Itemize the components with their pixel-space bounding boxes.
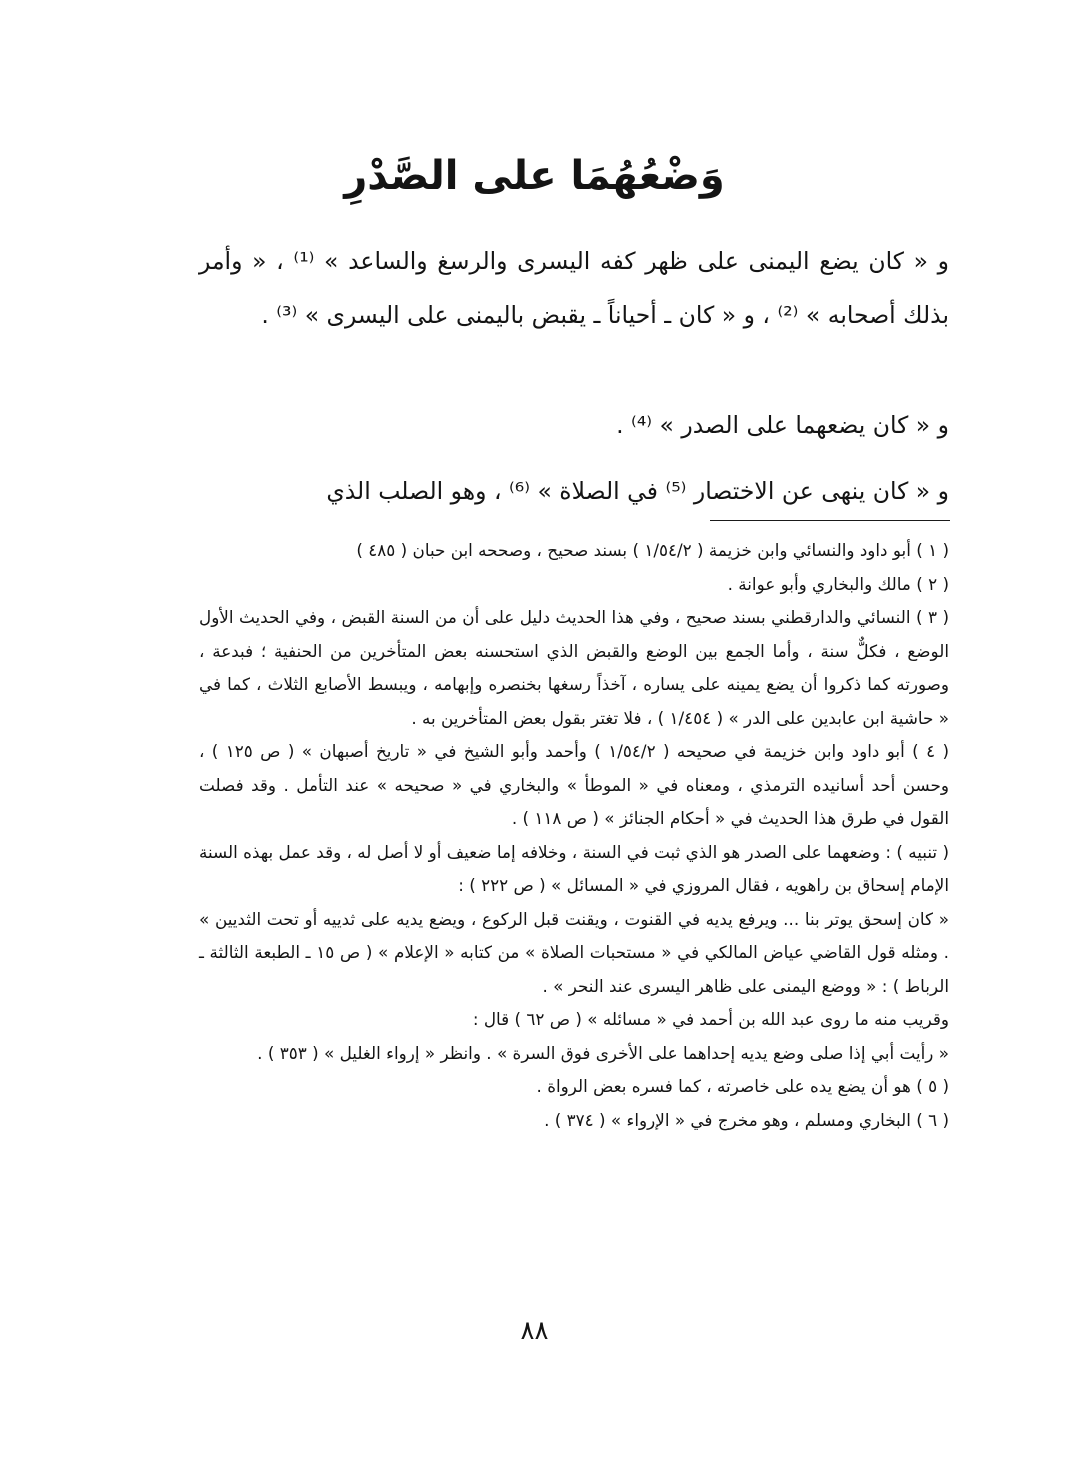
footnote-5: ( ٥ ) هو أن يضع يده على خاصرته ، كما فسره بعض الرواة .	[536, 1076, 949, 1096]
footnotes-section	[199, 534, 949, 1137]
footnote-2: ( ٢ ) مالك والبخاري وأبو عوانة .	[727, 573, 949, 594]
paragraph-2: و « كان يضعهما على الصدر » ⁽⁴⁾ .	[616, 411, 949, 439]
footnote-1: ( ١ ) أبو داود والنسائي وابن خزيمة ( ١/٥٤/٢ ) بسند صحيح ، وصححه ابن حبان ( ٤٨٥ )	[356, 540, 949, 560]
paragraph-1: و « كان يضع اليمنى على ظهر كفه اليسرى والرسغ والساعد » ⁽¹⁾ ، « وأمر بذلك أصحابه » ⁽²⁾ ، و « كان ـ أحياناً ـ يقبض باليمنى على اليسرى » ⁽³⁾ .	[199, 247, 950, 329]
footnote-4: ( ٤ ) أبو داود وابن خزيمة في صحيحه ( ١/٥٤/٢ ) وأحمد وأبو الشيخ في « تاريخ أصبهان » ( ص ١٢٥ ) ، وحسن أحد أسانيده الترمذي ، ومعناه في « الموطأ » والبخاري في « صحيحه » عند التأمل . وقد فصلت القول في طرق هذا الحديث في « أحكام الجنائز » ( ص ١١٨ ) .	[199, 741, 950, 828]
paragraph-chest-placement	[199, 398, 949, 452]
footnote-4-quote-2: « رأيت أبي إذا صلى وضع يديه إحداهما على الأخرى فوق السرة » . وانظر « إرواء الغليل » ( ٣٥٣ ) .	[257, 1042, 949, 1063]
paragraph-3: و « كان ينهى عن الاختصار ⁽⁵⁾ في الصلاة » ⁽⁶⁾ ، وهو الصلب الذي	[326, 477, 949, 505]
footnote-4-related: وقريب منه ما روى عبد الله بن أحمد في « مسائله » ( ص ٦٢ ) قال :	[472, 1009, 949, 1029]
footnote-4-note: ( تنبيه ) : وضعهما على الصدر هو الذي ثبت في السنة ، وخلافه إما ضعيف أو لا أصل له ، وقد عمل بهذه السنة الإمام إسحاق بن راهويه ، فقال المروزي في « المسائل » ( ص ٢٢٢ ) :	[199, 841, 949, 895]
footnote-4-quote: « كان إسحق يوتر بنا ... ويرفع يديه في القنوت ، ويقنت قبل الركوع ، ويضع يديه على ثدييه أو تحت الثديين » . ومثله قول القاضي عياض المالكي في « مستحبات الصلاة » من كتابه « الإعلام » ( ص ١٥ ـ الطبعة الثالثة ـ الرباط ) : « ووضع اليمنى على ظاهر اليسرى عند النحر » .	[199, 908, 949, 996]
paragraph-hand-placement	[199, 234, 949, 342]
paragraph-ikhtisar	[199, 464, 949, 518]
footnote-3: ( ٣ ) النسائي والدارقطني بسند صحيح ، وفي هذا الحديث دليل على أن من السنة القبض ، وفي الحديث الأول الوضع ، فكلٌّ سنة ، وأما الجمع بين الوضع والقبض الذي استحسنه بعض المتأخرين من الحنفية ؛ فبدعة ، وصورته كما ذكروا أن يضع يمينه على يساره ، آخذاً رسغها بخنصره وإبهامه ، ويبسط الأصابع الثلاث ، كما في « حاشية ابن عابدين على الدر » ( ١/٤٥٤ ) ، فلا تغتر بقول بعض المتأخرين به .	[199, 607, 949, 728]
section-title: وَضْعُهُمَا على الصَّدْرِ	[344, 153, 725, 199]
page-number: ٨٨	[520, 1316, 549, 1346]
footnote-divider	[710, 520, 950, 521]
footnote-6: ( ٦ ) البخاري ومسلم ، وهو مخرج في « الإرواء » ( ٣٧٤ ) .	[544, 1109, 949, 1130]
